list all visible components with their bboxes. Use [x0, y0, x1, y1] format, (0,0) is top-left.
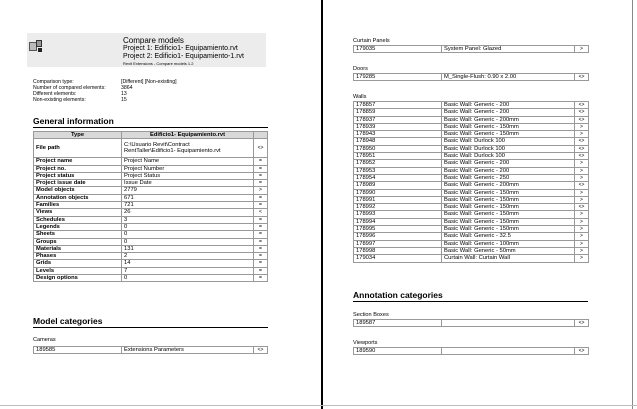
table-row	[354, 196, 589, 203]
element-name: Basic Wall: Generic - 200	[442, 167, 575, 174]
element-status: <>	[575, 102, 589, 109]
general-row-status: =	[254, 267, 268, 274]
report-header	[27, 33, 266, 67]
table-row	[34, 245, 268, 252]
table-row	[354, 240, 589, 247]
table-row	[34, 165, 268, 172]
general-row-label: Annotation objects	[34, 194, 122, 201]
general-row-label: Design options	[34, 275, 122, 282]
element-id: 178937	[354, 116, 442, 123]
table-row	[354, 116, 589, 123]
element-name	[442, 348, 575, 355]
element-name: Basic Wall: Generic - 150mm	[442, 196, 575, 203]
general-row-status: =	[254, 260, 268, 267]
general-row-label: Families	[34, 202, 122, 209]
walls-category-label: Walls	[353, 94, 367, 100]
element-id: 178992	[354, 204, 442, 211]
version-label: Revit Extensions - Compare models 1.2	[123, 61, 194, 66]
table-row	[354, 218, 589, 225]
element-status: >	[575, 240, 589, 247]
element-id: 178951	[354, 153, 442, 160]
general-row-status: =	[254, 223, 268, 230]
table-row	[354, 255, 589, 262]
report-title: Compare models	[123, 36, 184, 45]
different-elements-label: Different elements:	[33, 91, 77, 97]
element-name: Basic Wall: Generic - 150mm	[442, 218, 575, 225]
general-row-value: 671	[122, 194, 254, 201]
element-name: Basic Wall: Durlock 100	[442, 153, 575, 160]
walls-table	[353, 101, 589, 263]
element-name: Curtain Wall: Curtain Wall	[442, 255, 575, 262]
table-row	[34, 172, 268, 179]
element-name: Basic Wall: Generic - 250	[442, 174, 575, 181]
element-name: Basic Wall: Generic - 100mm	[442, 240, 575, 247]
comparison-type-label: Comparison type:	[33, 79, 74, 85]
table-row	[34, 202, 268, 209]
general-row-label: Phases	[34, 253, 122, 260]
non-existing-elements-value: 15	[121, 97, 127, 103]
compared-elements-value: 3864	[121, 85, 133, 91]
cameras-table	[33, 346, 268, 354]
element-status: <>	[575, 138, 589, 145]
element-id: 178991	[354, 196, 442, 203]
element-name: Basic Wall: Generic - 150mm	[442, 226, 575, 233]
element-id: 178954	[354, 174, 442, 181]
table-row	[34, 223, 268, 230]
table-row	[34, 231, 268, 238]
element-status: >	[575, 160, 589, 167]
table-row	[354, 123, 589, 130]
element-name: Basic Wall: Generic - 200mm	[442, 182, 575, 189]
element-status: <>	[575, 348, 589, 355]
element-name: Basic Wall: Generic - 200	[442, 109, 575, 116]
element-name: Basic Wall: Generic - 200mm	[442, 116, 575, 123]
general-row-value: 0	[122, 275, 254, 282]
general-row-status: =	[254, 180, 268, 187]
element-status: >	[575, 211, 589, 218]
section-boxes-table	[353, 319, 589, 327]
general-row-value: Issue Date	[122, 180, 254, 187]
general-row-label: Project issue date	[34, 180, 122, 187]
element-status: >	[575, 196, 589, 203]
general-row-label: Project name	[34, 158, 122, 165]
viewports-table	[353, 347, 589, 355]
section-rule	[353, 301, 588, 302]
table-row	[354, 348, 589, 355]
general-row-label: Views	[34, 209, 122, 216]
file-path-line-1: C:\Usuario Revit\Contract	[124, 142, 190, 149]
table-row	[354, 189, 589, 196]
element-id: 179034	[354, 255, 442, 262]
general-row-status: =	[254, 158, 268, 165]
general-row-value: 0	[122, 231, 254, 238]
element-status: >	[575, 46, 589, 53]
table-row	[354, 204, 589, 211]
element-id: 179035	[354, 46, 442, 53]
element-status: >	[575, 247, 589, 254]
general-row-value: 26	[122, 209, 254, 216]
table-row	[354, 320, 589, 327]
element-id: 178857	[354, 102, 442, 109]
general-row-status: =	[254, 275, 268, 282]
table-row	[354, 182, 589, 189]
general-information-heading: General information	[33, 116, 114, 126]
element-name: Basic Wall: Generic - 200	[442, 160, 575, 167]
general-information-table	[33, 131, 268, 282]
element-id: 178998	[354, 247, 442, 254]
element-status: <>	[254, 347, 268, 354]
general-row-value: 721	[122, 202, 254, 209]
project-2-label: Project 2: Edificio1- Equipamiento-1.rvt	[123, 53, 244, 60]
table-row	[34, 275, 268, 282]
element-status: >	[575, 131, 589, 138]
element-id: 178943	[354, 131, 442, 138]
element-id: 178993	[354, 211, 442, 218]
element-id: 178939	[354, 123, 442, 130]
element-name: Basic Wall: Durlock 100	[442, 138, 575, 145]
table-row	[354, 153, 589, 160]
element-id: 178995	[354, 226, 442, 233]
cameras-category-label: Cameras	[33, 337, 56, 343]
element-name: System Panel: Glazed	[442, 46, 575, 53]
general-row-label: Grids	[34, 260, 122, 267]
different-elements-value: 13	[121, 91, 127, 97]
element-id: 178948	[354, 138, 442, 145]
element-id: 178990	[354, 189, 442, 196]
general-row-status: =	[254, 231, 268, 238]
table-row	[34, 158, 268, 165]
element-status: <>	[575, 320, 589, 327]
general-row-status: =	[254, 216, 268, 223]
table-row	[34, 216, 268, 223]
element-id: 189587	[354, 320, 442, 327]
element-status: <>	[575, 153, 589, 160]
table-row	[34, 260, 268, 267]
table-row	[354, 233, 589, 240]
element-name: Basic Wall: Generic - 150mm	[442, 189, 575, 196]
element-status: <>	[575, 182, 589, 189]
table-row	[34, 238, 268, 245]
general-row-label: Project no.	[34, 165, 122, 172]
section-rule	[33, 327, 268, 328]
general-row-status: =	[254, 202, 268, 209]
table-row	[354, 211, 589, 218]
non-existing-elements-label: Non-existing elements:	[33, 97, 86, 103]
project-column-header: Edificio1- Equipamiento.rvt	[122, 132, 254, 139]
element-status: >	[575, 218, 589, 225]
table-row	[354, 145, 589, 152]
element-id: 189585	[34, 347, 122, 354]
element-id: 189590	[354, 348, 442, 355]
table-row	[34, 347, 268, 354]
element-status: <>	[575, 116, 589, 123]
table-row	[34, 267, 268, 274]
doors-category-label: Doors	[353, 66, 368, 72]
table-row	[354, 102, 589, 109]
element-name	[442, 320, 575, 327]
file-path-status: <>	[254, 139, 268, 158]
element-id: 178952	[354, 160, 442, 167]
general-row-value: 131	[122, 245, 254, 252]
table-row	[354, 160, 589, 167]
element-name: Basic Wall: Durlock 100	[442, 145, 575, 152]
element-name: Extensions Parameters	[122, 347, 254, 354]
element-id: 178953	[354, 167, 442, 174]
element-status: >	[575, 233, 589, 240]
element-name: Basic Wall: Generic - 150mm	[442, 131, 575, 138]
element-id: 178994	[354, 218, 442, 225]
general-row-status: =	[254, 238, 268, 245]
element-id: 178859	[354, 109, 442, 116]
general-row-label: Groups	[34, 238, 122, 245]
element-status: >	[575, 189, 589, 196]
table-row	[354, 226, 589, 233]
general-row-value: Project Number	[122, 165, 254, 172]
general-row-label: Levels	[34, 267, 122, 274]
element-status: <>	[575, 74, 589, 81]
element-name: Basic Wall: Generic - 50mm	[442, 247, 575, 254]
general-row-value: 3	[122, 216, 254, 223]
general-row-status: <	[254, 209, 268, 216]
element-id: 178950	[354, 145, 442, 152]
table-row	[354, 74, 589, 81]
general-row-label: Schedules	[34, 216, 122, 223]
annotation-categories-heading: Annotation categories	[353, 290, 443, 300]
element-name: Basic Wall: Generic - 150mm	[442, 204, 575, 211]
project-1-label: Project 1: Edificio1- Equipamiento.rvt	[123, 45, 238, 52]
general-row-value: Project Status	[122, 172, 254, 179]
status-column-header	[254, 132, 268, 139]
general-row-status: =	[254, 172, 268, 179]
element-status: >	[575, 174, 589, 181]
element-name: Basic Wall: Generic - 32.5	[442, 233, 575, 240]
element-status: >	[575, 226, 589, 233]
general-row-value: Project Name	[122, 158, 254, 165]
element-status: <>	[575, 109, 589, 116]
element-id: 178997	[354, 240, 442, 247]
element-status: <>	[575, 145, 589, 152]
general-row-status: =	[254, 194, 268, 201]
element-name: Basic Wall: Generic - 200	[442, 102, 575, 109]
element-status: >	[575, 123, 589, 130]
element-status: <>	[575, 204, 589, 211]
general-row-value: 0	[122, 238, 254, 245]
comparison-summary	[33, 79, 233, 103]
general-row-label: Materials	[34, 245, 122, 252]
element-name: M_Single-Flush: 0.90 x 2.00	[442, 74, 575, 81]
compare-models-icon	[29, 39, 43, 53]
table-row	[354, 109, 589, 116]
table-row	[354, 167, 589, 174]
table-row	[354, 131, 589, 138]
table-row	[354, 247, 589, 254]
general-row-value: 7	[122, 267, 254, 274]
general-row-status: =	[254, 165, 268, 172]
general-row-value: 0	[122, 223, 254, 230]
comparison-type-value: [Different] [Non-existing]	[121, 79, 177, 85]
element-id: 178989	[354, 182, 442, 189]
general-row-label: Project status	[34, 172, 122, 179]
section-boxes-category-label: Section Boxes	[353, 312, 389, 318]
table-row	[354, 46, 589, 53]
file-path-value	[122, 139, 254, 158]
table-row	[34, 209, 268, 216]
file-path-label: File path	[34, 139, 122, 158]
doors-table	[353, 73, 589, 81]
type-column-header: Type	[34, 132, 122, 139]
table-row	[354, 174, 589, 181]
curtain-panels-category-label: Curtain Panels	[353, 38, 390, 44]
element-status: >	[575, 255, 589, 262]
general-row-label: Sheets	[34, 231, 122, 238]
general-row-value: 2	[122, 253, 254, 260]
window-edge	[632, 0, 633, 409]
table-row	[34, 180, 268, 187]
table-row	[34, 187, 268, 194]
window-bottom-edge	[0, 405, 637, 406]
general-row-value: 14	[122, 260, 254, 267]
table-row	[34, 194, 268, 201]
page-separator	[321, 0, 323, 409]
general-row-status: =	[254, 253, 268, 260]
curtain-panels-table	[353, 45, 589, 53]
element-id: 179285	[354, 74, 442, 81]
general-row-status: >	[254, 187, 268, 194]
table-row	[354, 138, 589, 145]
element-name: Basic Wall: Generic - 150mm	[442, 211, 575, 218]
element-name: Basic Wall: Generic - 150mm	[442, 123, 575, 130]
viewports-category-label: Viewports	[353, 340, 378, 346]
table-row	[34, 253, 268, 260]
section-rule	[33, 127, 268, 128]
element-status: >	[575, 167, 589, 174]
general-row-value: 2779	[122, 187, 254, 194]
table-header-row	[34, 132, 268, 139]
model-categories-heading: Model categories	[33, 316, 103, 326]
element-id: 178996	[354, 233, 442, 240]
table-row	[34, 139, 268, 158]
general-row-label: Legends	[34, 223, 122, 230]
compared-elements-label: Number of compared elements:	[33, 85, 106, 91]
general-row-status: =	[254, 245, 268, 252]
file-path-line-2: RentTaller\Edificio1- Equipamiento.rvt	[124, 148, 221, 155]
general-row-label: Model objects	[34, 187, 122, 194]
